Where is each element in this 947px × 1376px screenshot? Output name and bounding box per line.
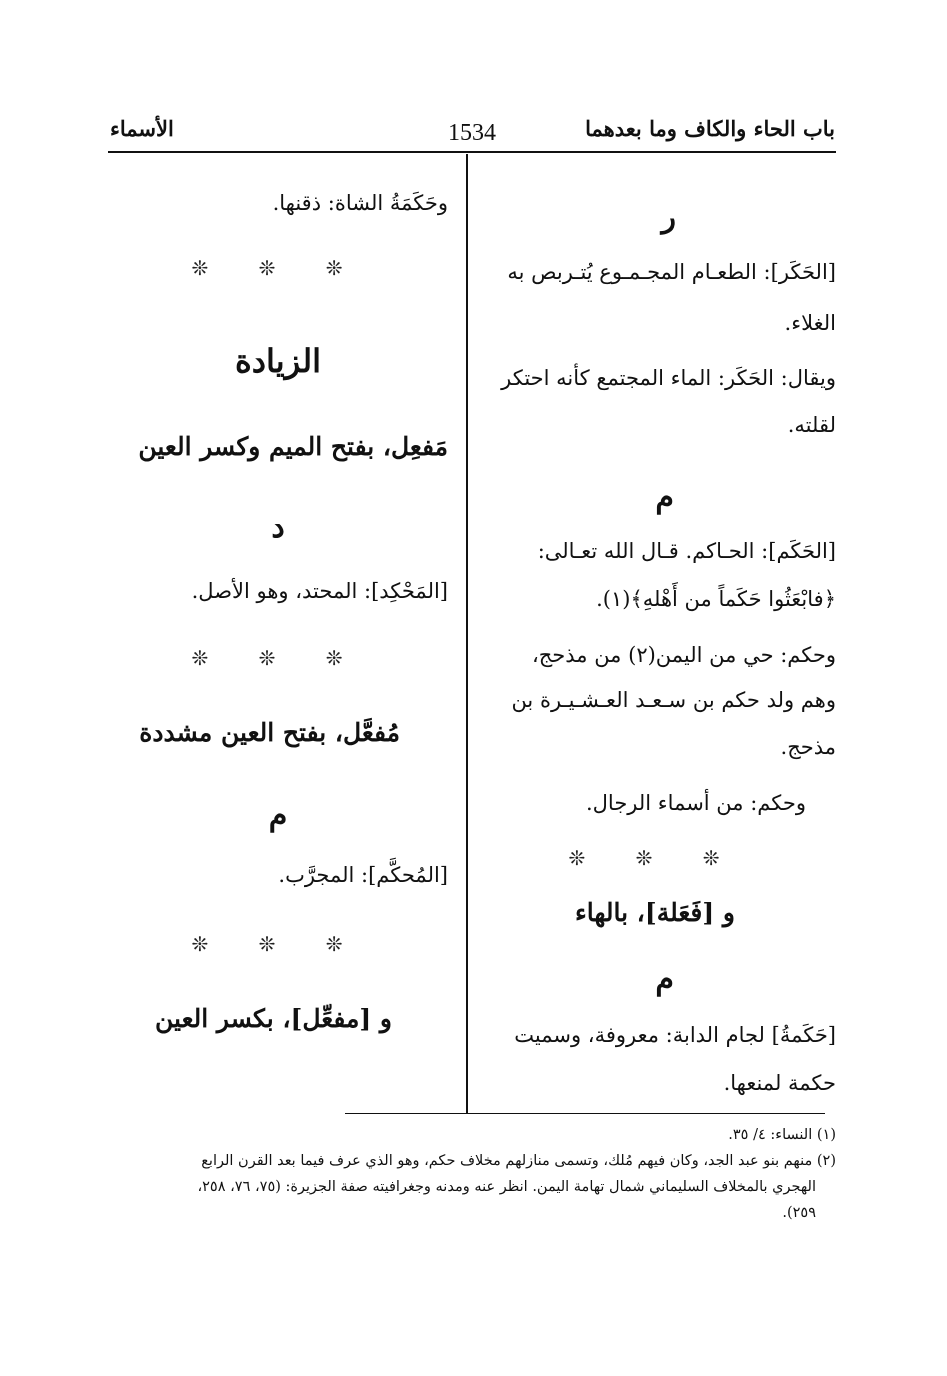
letter-m-2: م <box>655 962 674 997</box>
footnote-2-line2: الهجري بالمخلاف السليماني شمال تهامة اليمن. انظر عنه ومدنه وجغرافيته صفة الجزيرة: (٧٥، ٧٦، ٢٥٨، <box>197 1179 816 1195</box>
separator-stars: ❊ ❊ ❊ <box>191 256 365 280</box>
letter-r: ر <box>661 200 676 235</box>
section-title-ziyada: الزيادة <box>235 342 321 380</box>
footnote-1: (١) النساء: ٤/ ٣٥. <box>728 1127 836 1143</box>
page-number: 1534 <box>448 120 496 146</box>
right-column <box>474 170 836 1110</box>
entry-mahkid: [المَحْكِد]: المحتد، وهو الأصل. <box>191 579 448 603</box>
entry-hakam-names: وحكم: من أسماء الرجال. <box>585 791 806 815</box>
entry-hakam-quran: ﴿فابْعَثُوا حَكَماً من أَهْلهِ﴾(١). <box>596 587 836 611</box>
entry-hakar2-line2: لقلته. <box>787 413 836 437</box>
entry-hakam-tribe-line1: وحكم: حي من اليمن(٢) من مذحج، <box>531 643 836 667</box>
separator-stars: ❊ ❊ ❊ <box>191 646 365 670</box>
left-column <box>108 170 448 1110</box>
letter-d: د <box>271 510 285 545</box>
entry-hakam-tribe-line3: مذحج. <box>780 735 836 759</box>
entry-hakam-line1: [الحَكَم]: الحـاكم. قـال الله تعـالى: <box>537 539 836 563</box>
header-rule <box>108 151 836 153</box>
letter-m: م <box>268 798 288 833</box>
footnote-2-line3: ٢٥٩). <box>782 1205 816 1221</box>
separator-stars: ❊ ❊ ❊ <box>568 846 742 870</box>
footnote-rule <box>345 1113 825 1114</box>
entry-hakam-tribe-line2: وهم ولد حكم بن سـعـد العـشـيـرة بن <box>511 688 836 712</box>
entry-hakama-line2: حكمة لمنعها. <box>723 1071 836 1095</box>
entry-hakar-line1: [الحَكَر]: الطعـام المجـمـوع يُتـربص به <box>507 260 836 284</box>
header-chapter-title: باب الحاء والكاف وما بعدهما <box>585 116 835 141</box>
heading-maf3il: مَفعِل، بفتح الميم وكسر العين <box>138 432 448 461</box>
entry-muhakkam: [المُحكَّم]: المجرَّب. <box>278 863 448 887</box>
entry-hakar2-line1: ويقال: الحَكَر: الماء المجتمع كأنه احتكر <box>501 366 836 390</box>
footnote-2-line1: (٢) منهم بنو عبد الجد، وكان فيهم مُلك، وتسمى منازلهم مخلاف حكم، وهو الذي عرف فيما بعد القرن الرابع <box>201 1153 836 1169</box>
heading-mufa33il: و [مفعِّل]، بكسر العين <box>155 1004 392 1033</box>
entry-hakar-line2: الغلاء. <box>784 311 836 335</box>
heading-fa3la: و [فَعَلة]، بالهاء <box>575 898 735 927</box>
column-divider <box>466 154 468 1114</box>
separator-stars: ❊ ❊ ❊ <box>191 932 365 956</box>
header-section-title: الأسماء <box>110 116 174 141</box>
entry-hakama-line1: [حَكَمةُ] لجام الدابة: معروفة، وسميت <box>514 1023 836 1047</box>
entry-hakama-sheep: وحَكَمَةُ الشاة: ذقنها. <box>272 191 448 215</box>
footnotes <box>108 1122 836 1226</box>
letter-m-1: م <box>655 480 674 515</box>
heading-mufa33al: مُفعَّل، بفتح العين مشددة <box>139 718 400 747</box>
